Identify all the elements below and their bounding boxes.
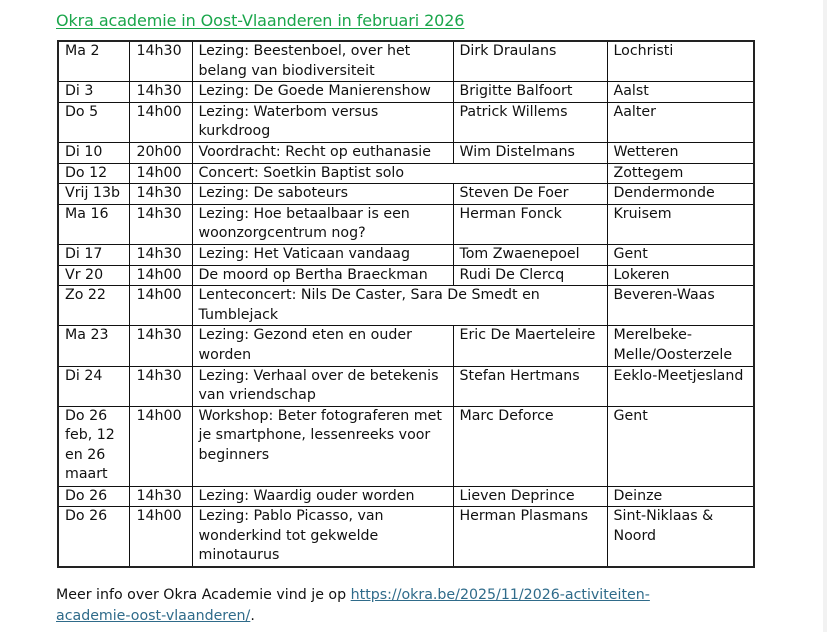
footer-label: Meer info over Okra Academie vind je op bbox=[56, 587, 351, 603]
page-edge bbox=[823, 0, 827, 632]
cell-day: Zo 22 bbox=[58, 286, 129, 326]
cell-speaker: Marc Deforce bbox=[453, 406, 607, 486]
table-row bbox=[58, 142, 754, 163]
cell-time: 14h30 bbox=[129, 41, 192, 82]
cell-speaker: Stefan Hertmans bbox=[453, 366, 607, 406]
cell-location: Zottegem bbox=[607, 163, 754, 184]
events-table bbox=[57, 40, 755, 568]
table-row bbox=[58, 41, 754, 82]
cell-activity: Lezing: Hoe betaalbaar is een woonzorgcentrum nog? bbox=[192, 204, 453, 244]
cell-time: 14h00 bbox=[129, 507, 192, 567]
table-row bbox=[58, 244, 754, 265]
cell-activity: Lezing: Beestenboel, over het belang van biodiversiteit bbox=[192, 41, 453, 82]
cell-speaker: Rudi De Clercq bbox=[453, 265, 607, 286]
cell-location: Gent bbox=[607, 244, 754, 265]
cell-location: Beveren-Waas bbox=[607, 286, 754, 326]
more-info-link[interactable]: https://okra.be/2025/11/2026-activiteiten-academie-oost-vlaanderen/ bbox=[56, 587, 650, 624]
cell-activity: Concert: Soetkin Baptist solo bbox=[192, 163, 607, 184]
cell-speaker: Patrick Willems bbox=[453, 102, 607, 142]
cell-speaker: Herman Plasmans bbox=[453, 507, 607, 567]
footer-suffix: . bbox=[250, 608, 255, 624]
cell-location: Eeklo-Meetjesland bbox=[607, 366, 754, 406]
cell-day: Ma 16 bbox=[58, 204, 129, 244]
page-title: Okra academie in Oost-Vlaanderen in februari 2026 bbox=[56, 11, 465, 30]
cell-location: Wetteren bbox=[607, 142, 754, 163]
table-row bbox=[58, 406, 754, 486]
cell-time: 14h30 bbox=[129, 82, 192, 103]
cell-time: 14h00 bbox=[129, 286, 192, 326]
cell-time: 14h30 bbox=[129, 204, 192, 244]
cell-time: 14h00 bbox=[129, 265, 192, 286]
cell-activity: De moord op Bertha Braeckman bbox=[192, 265, 453, 286]
table-row bbox=[58, 163, 754, 184]
cell-activity: Lezing: Waardig ouder worden bbox=[192, 486, 453, 507]
cell-speaker: Wim Distelmans bbox=[453, 142, 607, 163]
cell-day: Di 10 bbox=[58, 142, 129, 163]
table-row bbox=[58, 507, 754, 567]
cell-activity: Workshop: Beter fotograferen met je smartphone, lessenreeks voor beginners bbox=[192, 406, 453, 486]
cell-time: 14h30 bbox=[129, 486, 192, 507]
cell-location: Lokeren bbox=[607, 265, 754, 286]
table-row bbox=[58, 286, 754, 326]
cell-day: Do 26 bbox=[58, 486, 129, 507]
cell-activity: Lezing: De saboteurs bbox=[192, 184, 453, 205]
cell-speaker: Dirk Draulans bbox=[453, 41, 607, 82]
table-row bbox=[58, 366, 754, 406]
cell-day: Do 5 bbox=[58, 102, 129, 142]
cell-day: Di 24 bbox=[58, 366, 129, 406]
cell-time: 20h00 bbox=[129, 142, 192, 163]
cell-activity: Lezing: Verhaal over de betekenis van vriendschap bbox=[192, 366, 453, 406]
cell-time: 14h30 bbox=[129, 184, 192, 205]
cell-activity: Lezing: Het Vaticaan vandaag bbox=[192, 244, 453, 265]
table-row bbox=[58, 326, 754, 366]
cell-location: Aalter bbox=[607, 102, 754, 142]
cell-day: Vrij 13b bbox=[58, 184, 129, 205]
table-row bbox=[58, 265, 754, 286]
table-row bbox=[58, 184, 754, 205]
cell-day: Vr 20 bbox=[58, 265, 129, 286]
cell-location: Merelbeke-Melle/Oosterzele bbox=[607, 326, 754, 366]
cell-activity: Lezing: Waterbom versus kurkdroog bbox=[192, 102, 453, 142]
cell-time: 14h30 bbox=[129, 326, 192, 366]
cell-day: Do 12 bbox=[58, 163, 129, 184]
cell-activity: Lenteconcert: Nils De Caster, Sara De Smedt en Tumblejack bbox=[192, 286, 607, 326]
cell-speaker: Brigitte Balfoort bbox=[453, 82, 607, 103]
cell-activity: Lezing: Gezond eten en ouder worden bbox=[192, 326, 453, 366]
cell-day: Do 26 feb, 12 en 26 maart bbox=[58, 406, 129, 486]
cell-location: Gent bbox=[607, 406, 754, 486]
table-row bbox=[58, 486, 754, 507]
cell-location: Kruisem bbox=[607, 204, 754, 244]
cell-activity: Voordracht: Recht op euthanasie bbox=[192, 142, 453, 163]
cell-speaker: Eric De Maerteleire bbox=[453, 326, 607, 366]
cell-day: Ma 2 bbox=[58, 41, 129, 82]
cell-day: Ma 23 bbox=[58, 326, 129, 366]
table-row bbox=[58, 82, 754, 103]
cell-activity: Lezing: De Goede Manierenshow bbox=[192, 82, 453, 103]
table-row bbox=[58, 102, 754, 142]
footer-text bbox=[56, 585, 696, 627]
cell-location: Aalst bbox=[607, 82, 754, 103]
cell-time: 14h00 bbox=[129, 102, 192, 142]
cell-location: Dendermonde bbox=[607, 184, 754, 205]
cell-time: 14h30 bbox=[129, 366, 192, 406]
cell-day: Di 3 bbox=[58, 82, 129, 103]
cell-activity: Lezing: Pablo Picasso, van wonderkind tot gekwelde minotaurus bbox=[192, 507, 453, 567]
cell-speaker: Lieven Deprince bbox=[453, 486, 607, 507]
cell-day: Do 26 bbox=[58, 507, 129, 567]
cell-speaker: Herman Fonck bbox=[453, 204, 607, 244]
cell-location: Deinze bbox=[607, 486, 754, 507]
cell-location: Lochristi bbox=[607, 41, 754, 82]
cell-time: 14h00 bbox=[129, 406, 192, 486]
cell-time: 14h30 bbox=[129, 244, 192, 265]
cell-location: Sint-Niklaas & Noord bbox=[607, 507, 754, 567]
cell-day: Di 17 bbox=[58, 244, 129, 265]
cell-speaker: Steven De Foer bbox=[453, 184, 607, 205]
cell-time: 14h00 bbox=[129, 163, 192, 184]
cell-speaker: Tom Zwaenepoel bbox=[453, 244, 607, 265]
table-row bbox=[58, 204, 754, 244]
